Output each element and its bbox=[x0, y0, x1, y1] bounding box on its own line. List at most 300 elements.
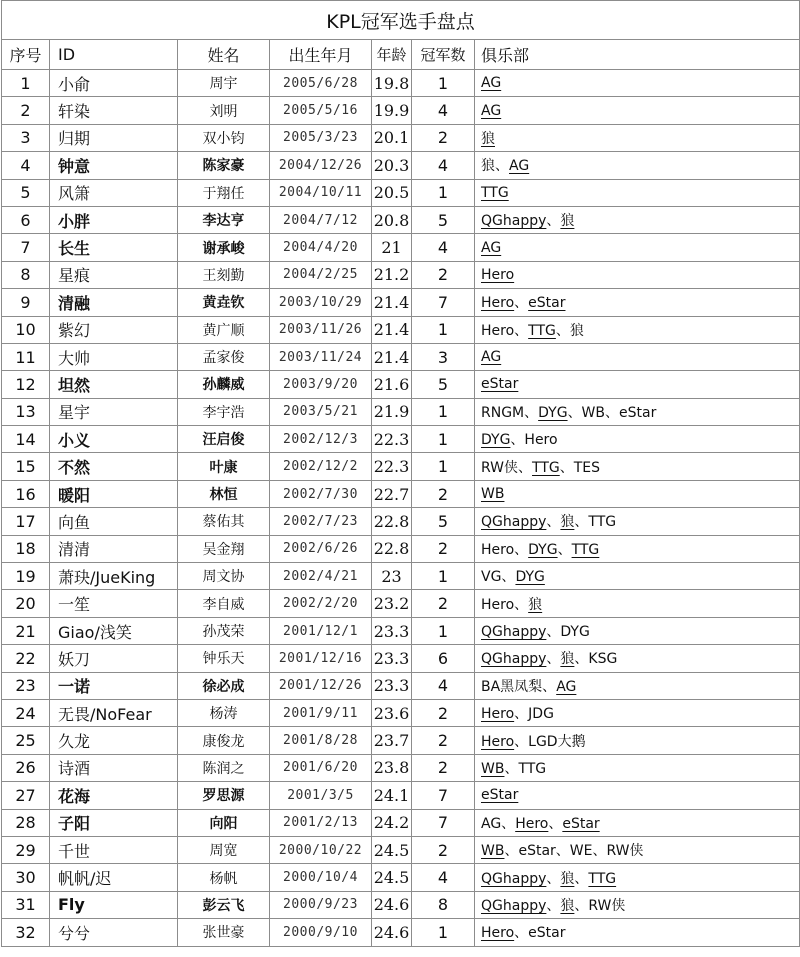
player-age: 20.1 bbox=[372, 124, 412, 151]
club-name: Hero bbox=[481, 925, 515, 942]
club-name: WB bbox=[481, 486, 505, 503]
club-name: 狼 bbox=[560, 213, 575, 230]
club-name: TTG bbox=[588, 870, 617, 887]
player-age: 20.8 bbox=[372, 206, 412, 233]
club-name: eStar bbox=[481, 787, 519, 804]
birth-date: 2003/5/21 bbox=[270, 398, 372, 425]
header-name: 姓名 bbox=[178, 40, 270, 70]
champions-table bbox=[1, 0, 800, 947]
table-title: KPL冠军选手盘点 bbox=[2, 1, 800, 40]
club-text: 狼 bbox=[481, 158, 495, 175]
row-index: 6 bbox=[2, 206, 50, 233]
player-id: 大帅 bbox=[50, 343, 178, 370]
title-count: 5 bbox=[412, 508, 475, 535]
club-name: 狼 bbox=[528, 596, 543, 613]
table-row bbox=[2, 343, 800, 370]
table-row bbox=[2, 617, 800, 644]
club-text: AG、 bbox=[481, 815, 516, 832]
birth-date: 2002/2/20 bbox=[270, 590, 372, 617]
club-text: 、TTG bbox=[504, 760, 547, 777]
club-cell bbox=[475, 672, 800, 699]
birth-date: 2004/2/25 bbox=[270, 261, 372, 288]
birth-date: 2000/9/23 bbox=[270, 891, 372, 918]
player-age: 22.8 bbox=[372, 535, 412, 562]
player-name: 林恒 bbox=[178, 480, 270, 507]
player-id: Fly bbox=[50, 891, 178, 918]
club-text: 、RW侠 bbox=[574, 897, 626, 914]
club-name: AG bbox=[481, 239, 502, 256]
player-id: 紫幻 bbox=[50, 316, 178, 343]
row-index: 10 bbox=[2, 316, 50, 343]
player-name: 刘明 bbox=[178, 97, 270, 124]
player-name: 双小钧 bbox=[178, 124, 270, 151]
club-text: 、 bbox=[495, 158, 509, 175]
player-id: 清融 bbox=[50, 289, 178, 316]
birth-date: 2002/7/30 bbox=[270, 480, 372, 507]
title-count: 2 bbox=[412, 535, 475, 562]
player-id: 钟意 bbox=[50, 152, 178, 179]
player-name: 李达亨 bbox=[178, 206, 270, 233]
player-age: 23.3 bbox=[372, 672, 412, 699]
row-index: 19 bbox=[2, 563, 50, 590]
table-row bbox=[2, 809, 800, 836]
club-cell bbox=[475, 754, 800, 781]
title-count: 1 bbox=[412, 453, 475, 480]
row-index: 28 bbox=[2, 809, 50, 836]
header-row bbox=[2, 40, 800, 70]
title-count: 3 bbox=[412, 343, 475, 370]
title-count: 1 bbox=[412, 398, 475, 425]
player-name: 康俊龙 bbox=[178, 727, 270, 754]
header-age: 年龄 bbox=[372, 40, 412, 70]
birth-date: 2001/9/11 bbox=[270, 699, 372, 726]
row-index: 9 bbox=[2, 289, 50, 316]
table-row bbox=[2, 480, 800, 507]
club-cell bbox=[475, 206, 800, 233]
title-count: 2 bbox=[412, 699, 475, 726]
club-name: AG bbox=[556, 678, 577, 695]
player-age: 21.2 bbox=[372, 261, 412, 288]
club-text: 、 bbox=[546, 897, 561, 914]
birth-date: 2000/9/10 bbox=[270, 919, 372, 946]
club-text: 、TTG bbox=[574, 514, 617, 531]
birth-date: 2001/12/26 bbox=[270, 672, 372, 699]
club-cell bbox=[475, 480, 800, 507]
table-row bbox=[2, 316, 800, 343]
player-age: 21 bbox=[372, 234, 412, 261]
row-index: 27 bbox=[2, 782, 50, 809]
player-age: 24.6 bbox=[372, 919, 412, 946]
title-count: 4 bbox=[412, 864, 475, 891]
player-age: 23.3 bbox=[372, 645, 412, 672]
birth-date: 2001/2/13 bbox=[270, 809, 372, 836]
row-index: 2 bbox=[2, 97, 50, 124]
header-club: 俱乐部 bbox=[475, 40, 800, 70]
player-id: 星痕 bbox=[50, 261, 178, 288]
club-name: TTG bbox=[532, 459, 560, 476]
table-row bbox=[2, 508, 800, 535]
birth-date: 2005/6/28 bbox=[270, 70, 372, 97]
player-name: 李宇浩 bbox=[178, 398, 270, 425]
row-index: 21 bbox=[2, 617, 50, 644]
player-name: 陈润之 bbox=[178, 754, 270, 781]
row-index: 25 bbox=[2, 727, 50, 754]
club-name: AG bbox=[481, 75, 502, 92]
club-name: QGhappy bbox=[481, 213, 547, 230]
table-row bbox=[2, 919, 800, 946]
player-id: 风箫 bbox=[50, 179, 178, 206]
player-id: 归期 bbox=[50, 124, 178, 151]
player-age: 22.8 bbox=[372, 508, 412, 535]
player-name: 向阳 bbox=[178, 809, 270, 836]
club-text: 、eStar、WE、RW侠 bbox=[504, 843, 644, 860]
player-age: 23.8 bbox=[372, 754, 412, 781]
title-count: 2 bbox=[412, 754, 475, 781]
club-name: DYG bbox=[538, 404, 568, 421]
player-age: 22.3 bbox=[372, 426, 412, 453]
club-cell bbox=[475, 343, 800, 370]
birth-date: 2004/10/11 bbox=[270, 179, 372, 206]
title-count: 2 bbox=[412, 590, 475, 617]
birth-date: 2004/12/26 bbox=[270, 152, 372, 179]
club-cell bbox=[475, 919, 800, 946]
title-count: 1 bbox=[412, 70, 475, 97]
club-text: 、 bbox=[546, 213, 561, 230]
row-index: 8 bbox=[2, 261, 50, 288]
club-text: BA黑凤梨、 bbox=[481, 678, 557, 695]
club-text: Hero、 bbox=[481, 596, 529, 613]
table-row bbox=[2, 70, 800, 97]
club-text: 、狼 bbox=[555, 322, 584, 339]
club-text: VG、 bbox=[481, 569, 516, 586]
club-name: Hero bbox=[481, 295, 515, 312]
player-id: 久龙 bbox=[50, 727, 178, 754]
club-text: Hero bbox=[481, 322, 515, 339]
club-text: 、 bbox=[574, 870, 589, 887]
header-index: 序号 bbox=[2, 40, 50, 70]
club-text: Hero、 bbox=[481, 541, 529, 558]
player-name: 黄垚钦 bbox=[178, 289, 270, 316]
club-cell bbox=[475, 535, 800, 562]
player-name: 周宇 bbox=[178, 70, 270, 97]
title-count: 7 bbox=[412, 782, 475, 809]
player-id: 妖刀 bbox=[50, 645, 178, 672]
player-name: 于翔任 bbox=[178, 179, 270, 206]
club-name: 狼 bbox=[560, 870, 575, 887]
club-text: 、 bbox=[546, 651, 561, 668]
title-count: 8 bbox=[412, 891, 475, 918]
club-text: RW侠、 bbox=[481, 459, 533, 476]
row-index: 23 bbox=[2, 672, 50, 699]
club-name: 狼 bbox=[560, 514, 575, 531]
player-name: 孙麟威 bbox=[178, 371, 270, 398]
club-cell bbox=[475, 699, 800, 726]
row-index: 12 bbox=[2, 371, 50, 398]
row-index: 17 bbox=[2, 508, 50, 535]
table-row bbox=[2, 672, 800, 699]
player-age: 23.2 bbox=[372, 590, 412, 617]
player-id: 向鱼 bbox=[50, 508, 178, 535]
player-id: 千世 bbox=[50, 836, 178, 863]
table-row bbox=[2, 261, 800, 288]
player-age: 21.4 bbox=[372, 289, 412, 316]
title-count: 4 bbox=[412, 97, 475, 124]
player-age: 22.7 bbox=[372, 480, 412, 507]
player-id: 子阳 bbox=[50, 809, 178, 836]
club-cell bbox=[475, 809, 800, 836]
player-id: 不然 bbox=[50, 453, 178, 480]
player-id: 花海 bbox=[50, 782, 178, 809]
player-age: 19.8 bbox=[372, 70, 412, 97]
table-row bbox=[2, 535, 800, 562]
table-row bbox=[2, 836, 800, 863]
player-id: 小胖 bbox=[50, 206, 178, 233]
birth-date: 2002/4/21 bbox=[270, 563, 372, 590]
table-row bbox=[2, 453, 800, 480]
club-text: 、 bbox=[514, 322, 529, 339]
header-titles: 冠军数 bbox=[412, 40, 475, 70]
player-age: 24.5 bbox=[372, 836, 412, 863]
club-text: 、JDG bbox=[514, 706, 554, 723]
row-index: 5 bbox=[2, 179, 50, 206]
player-id: Giao/浅笑 bbox=[50, 617, 178, 644]
player-age: 24.6 bbox=[372, 891, 412, 918]
player-id: 暖阳 bbox=[50, 480, 178, 507]
birth-date: 2003/11/24 bbox=[270, 343, 372, 370]
player-age: 23.6 bbox=[372, 699, 412, 726]
club-cell bbox=[475, 179, 800, 206]
club-cell bbox=[475, 426, 800, 453]
club-text: 、 bbox=[557, 541, 572, 558]
birth-date: 2000/10/22 bbox=[270, 836, 372, 863]
title-count: 2 bbox=[412, 261, 475, 288]
player-age: 22.3 bbox=[372, 453, 412, 480]
table-row bbox=[2, 398, 800, 425]
club-name: AG bbox=[509, 158, 530, 175]
player-id: 一笙 bbox=[50, 590, 178, 617]
club-name: WB bbox=[481, 843, 505, 860]
row-index: 4 bbox=[2, 152, 50, 179]
club-name: 狼 bbox=[560, 897, 575, 914]
player-id: 一诺 bbox=[50, 672, 178, 699]
club-cell bbox=[475, 864, 800, 891]
title-count: 1 bbox=[412, 919, 475, 946]
table-row bbox=[2, 864, 800, 891]
table-row bbox=[2, 426, 800, 453]
player-age: 23.7 bbox=[372, 727, 412, 754]
club-name: TTG bbox=[481, 184, 509, 201]
player-id: 诗酒 bbox=[50, 754, 178, 781]
table-row bbox=[2, 782, 800, 809]
birth-date: 2004/7/12 bbox=[270, 206, 372, 233]
birth-date: 2001/3/5 bbox=[270, 782, 372, 809]
player-age: 20.5 bbox=[372, 179, 412, 206]
player-age: 21.9 bbox=[372, 398, 412, 425]
player-name: 周宽 bbox=[178, 836, 270, 863]
player-id: 轩染 bbox=[50, 97, 178, 124]
birth-date: 2002/12/3 bbox=[270, 426, 372, 453]
player-id: 清清 bbox=[50, 535, 178, 562]
title-count: 2 bbox=[412, 124, 475, 151]
birth-date: 2003/11/26 bbox=[270, 316, 372, 343]
club-name: AG bbox=[481, 349, 502, 366]
player-name: 蔡佑其 bbox=[178, 508, 270, 535]
table-row bbox=[2, 699, 800, 726]
table-row bbox=[2, 891, 800, 918]
row-index: 18 bbox=[2, 535, 50, 562]
player-name: 彭云飞 bbox=[178, 891, 270, 918]
player-name: 王刻勤 bbox=[178, 261, 270, 288]
row-index: 22 bbox=[2, 645, 50, 672]
title-count: 7 bbox=[412, 289, 475, 316]
player-name: 吴金翔 bbox=[178, 535, 270, 562]
title-count: 1 bbox=[412, 316, 475, 343]
club-name: TTG bbox=[528, 322, 556, 339]
club-name: 狼 bbox=[481, 130, 495, 147]
club-name: Hero bbox=[481, 733, 515, 750]
title-count: 5 bbox=[412, 371, 475, 398]
club-cell bbox=[475, 453, 800, 480]
club-text: RNGM、 bbox=[481, 404, 539, 421]
birth-date: 2002/12/2 bbox=[270, 453, 372, 480]
table-row bbox=[2, 754, 800, 781]
club-name: eStar bbox=[562, 815, 600, 832]
table-row bbox=[2, 234, 800, 261]
player-name: 叶康 bbox=[178, 453, 270, 480]
club-cell bbox=[475, 234, 800, 261]
club-name: DYG bbox=[528, 541, 558, 558]
club-name: TTG bbox=[571, 541, 600, 558]
header-id: ID bbox=[50, 40, 178, 70]
club-name: QGhappy bbox=[481, 624, 547, 640]
table-row bbox=[2, 97, 800, 124]
club-cell bbox=[475, 371, 800, 398]
club-text: 、eStar bbox=[514, 925, 566, 942]
club-cell bbox=[475, 398, 800, 425]
birth-date: 2000/10/4 bbox=[270, 864, 372, 891]
table-row bbox=[2, 124, 800, 151]
club-cell bbox=[475, 727, 800, 754]
player-name: 黄广顺 bbox=[178, 316, 270, 343]
row-index: 15 bbox=[2, 453, 50, 480]
table-row bbox=[2, 371, 800, 398]
player-id: 星宇 bbox=[50, 398, 178, 425]
player-id: 萧玦/JueKing bbox=[50, 563, 178, 590]
club-text: 、 bbox=[548, 815, 563, 832]
club-name: QGhappy bbox=[481, 897, 547, 914]
club-cell bbox=[475, 891, 800, 918]
club-name: Hero bbox=[481, 266, 515, 283]
club-name: QGhappy bbox=[481, 651, 547, 668]
club-cell bbox=[475, 97, 800, 124]
row-index: 7 bbox=[2, 234, 50, 261]
table-body bbox=[2, 1, 800, 947]
club-cell bbox=[475, 508, 800, 535]
club-cell bbox=[475, 782, 800, 809]
player-name: 陈家豪 bbox=[178, 152, 270, 179]
club-text: 、 bbox=[546, 870, 561, 887]
birth-date: 2003/10/29 bbox=[270, 289, 372, 316]
table-row bbox=[2, 289, 800, 316]
title-count: 2 bbox=[412, 836, 475, 863]
club-name: DYG bbox=[515, 569, 545, 586]
player-id: 无畏/NoFear bbox=[50, 699, 178, 726]
title-count: 4 bbox=[412, 234, 475, 261]
club-name: eStar bbox=[481, 376, 519, 393]
player-age: 23.3 bbox=[372, 617, 412, 644]
player-age: 21.4 bbox=[372, 316, 412, 343]
club-text: 、DYG bbox=[546, 624, 590, 640]
player-id: 兮兮 bbox=[50, 919, 178, 946]
table-row bbox=[2, 727, 800, 754]
player-name: 罗思源 bbox=[178, 782, 270, 809]
row-index: 3 bbox=[2, 124, 50, 151]
player-name: 杨帆 bbox=[178, 864, 270, 891]
club-name: 狼 bbox=[560, 651, 575, 668]
title-count: 1 bbox=[412, 179, 475, 206]
player-age: 21.4 bbox=[372, 343, 412, 370]
birth-date: 2002/6/26 bbox=[270, 535, 372, 562]
header-birth: 出生年月 bbox=[270, 40, 372, 70]
title-count: 4 bbox=[412, 672, 475, 699]
player-age: 23 bbox=[372, 563, 412, 590]
club-cell bbox=[475, 316, 800, 343]
player-id: 坦然 bbox=[50, 371, 178, 398]
player-name: 李自威 bbox=[178, 590, 270, 617]
row-index: 26 bbox=[2, 754, 50, 781]
player-name: 周文协 bbox=[178, 563, 270, 590]
club-text: 、TES bbox=[559, 459, 601, 476]
club-name: DYG bbox=[481, 432, 511, 449]
club-name: WB bbox=[481, 760, 505, 777]
title-count: 6 bbox=[412, 645, 475, 672]
club-cell bbox=[475, 289, 800, 316]
club-text: 、LGD大鹅 bbox=[514, 733, 586, 750]
player-name: 谢承峻 bbox=[178, 234, 270, 261]
birth-date: 2004/4/20 bbox=[270, 234, 372, 261]
club-cell bbox=[475, 617, 800, 644]
row-index: 20 bbox=[2, 590, 50, 617]
title-count: 1 bbox=[412, 563, 475, 590]
table-row bbox=[2, 206, 800, 233]
table-row bbox=[2, 590, 800, 617]
club-name: AG bbox=[481, 102, 502, 119]
row-index: 14 bbox=[2, 426, 50, 453]
title-count: 1 bbox=[412, 617, 475, 644]
row-index: 32 bbox=[2, 919, 50, 946]
title-count: 2 bbox=[412, 480, 475, 507]
club-cell bbox=[475, 645, 800, 672]
club-cell bbox=[475, 563, 800, 590]
title-count: 5 bbox=[412, 206, 475, 233]
club-cell bbox=[475, 261, 800, 288]
table-row bbox=[2, 563, 800, 590]
player-age: 24.2 bbox=[372, 809, 412, 836]
table-row bbox=[2, 645, 800, 672]
row-index: 11 bbox=[2, 343, 50, 370]
player-name: 张世豪 bbox=[178, 919, 270, 946]
club-cell bbox=[475, 590, 800, 617]
birth-date: 2001/12/1 bbox=[270, 617, 372, 644]
player-age: 24.1 bbox=[372, 782, 412, 809]
player-age: 24.5 bbox=[372, 864, 412, 891]
player-name: 徐必成 bbox=[178, 672, 270, 699]
table-row bbox=[2, 152, 800, 179]
club-cell bbox=[475, 836, 800, 863]
row-index: 24 bbox=[2, 699, 50, 726]
birth-date: 2005/5/16 bbox=[270, 97, 372, 124]
birth-date: 2002/7/23 bbox=[270, 508, 372, 535]
